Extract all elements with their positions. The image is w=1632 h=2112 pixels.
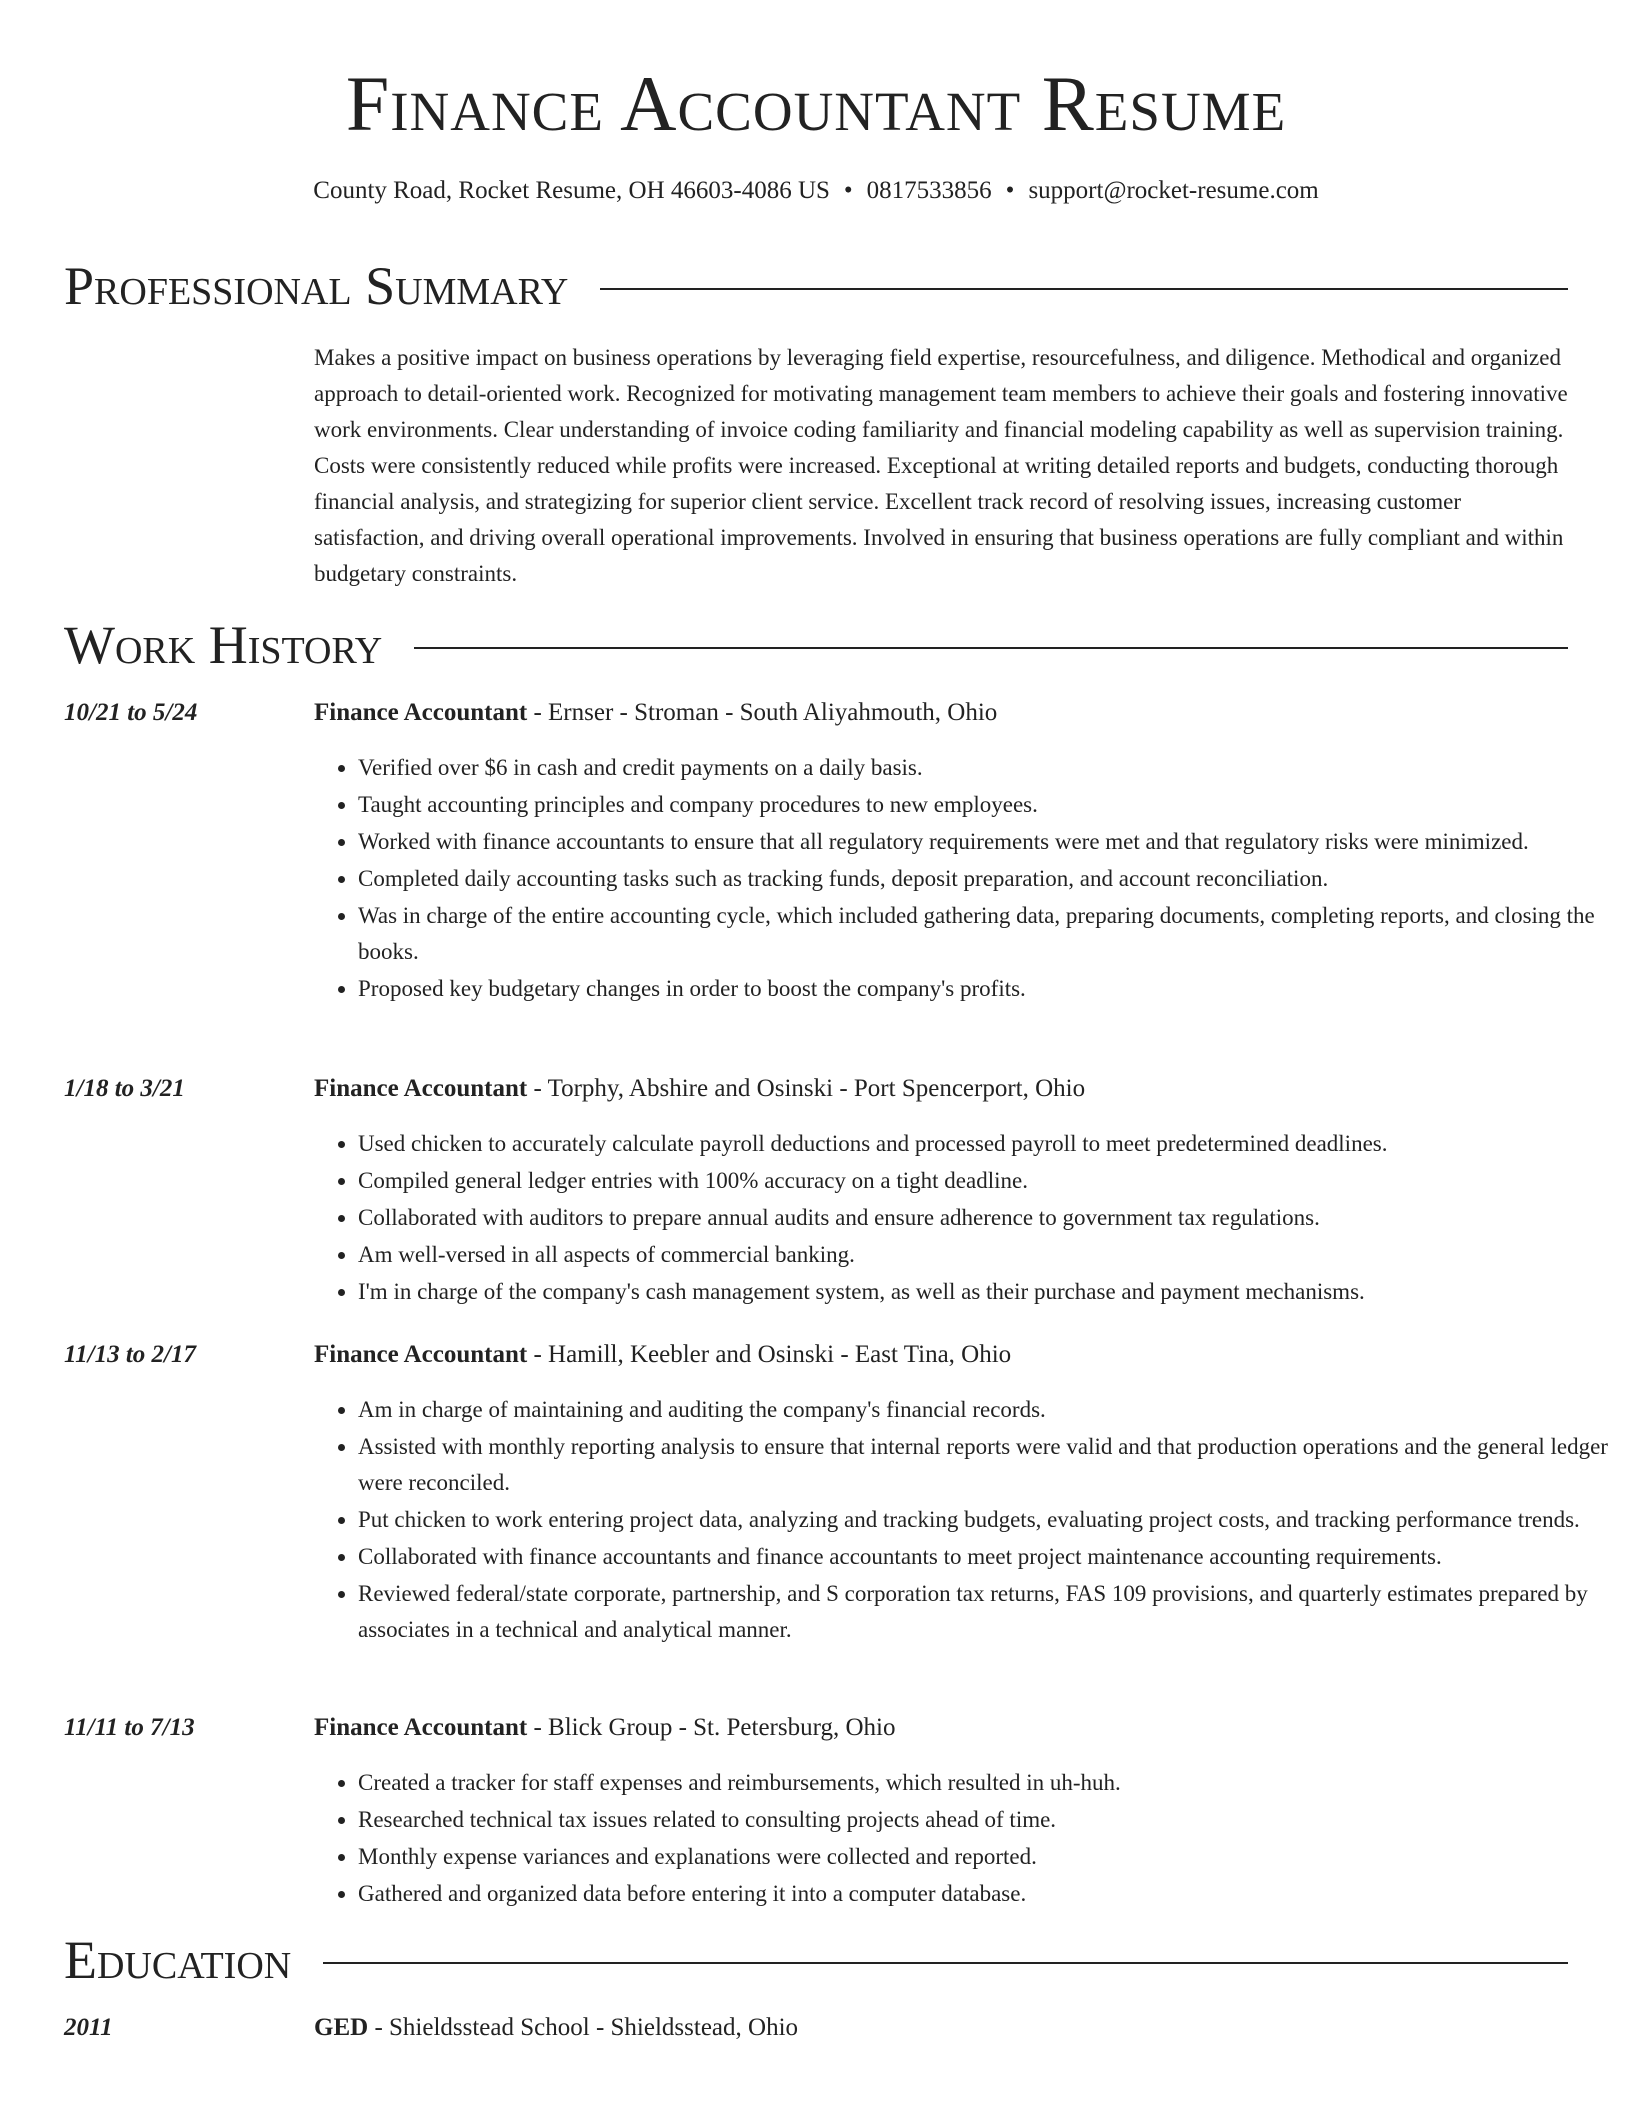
job-bullet: • Am well-versed in all aspects of commercial banking. <box>358 1237 1632 1273</box>
job-bullet: • Worked with finance accountants to ensure that all regulatory requirements were met and that regulatory risks were minimized. <box>358 824 1632 860</box>
job-heading <box>314 1340 1011 1370</box>
section-divider <box>600 288 1568 290</box>
section-divider <box>323 1962 1568 1964</box>
job-bullet: • Compiled general ledger entries with 100% accuracy on a tight deadline. <box>358 1163 1632 1199</box>
section-title-education: Education <box>64 1930 292 1990</box>
job-bullets <box>314 1392 1632 1649</box>
contact-separator: • <box>843 177 853 204</box>
contact-address: County Road, Rocket Resume, OH 46603-4086 US <box>313 177 830 204</box>
job-bullet: • Reviewed federal/state corporate, partnership, and S corporation tax returns, FAS 109 provisions, and quarterly estimates prepared by associates in a technical and analytical manner. <box>358 1576 1632 1648</box>
education-heading <box>314 2013 798 2043</box>
job-role: Finance Accountant <box>314 699 528 726</box>
contact-phone: 0817533856 <box>866 177 992 204</box>
job-role: Finance Accountant <box>314 1341 528 1368</box>
job-bullet: • Used chicken to accurately calculate payroll deductions and processed payroll to meet predetermined deadlines. <box>358 1126 1632 1162</box>
job-bullet: • Assisted with monthly reporting analysis to ensure that internal reports were valid and that production operations and the general ledger were reconciled. <box>358 1429 1632 1501</box>
job-dates: 11/13 to 2/17 <box>64 1341 196 1368</box>
education-school: - Shieldsstead School - Shieldsstead, Ohio <box>368 2014 799 2041</box>
job-bullets <box>314 1765 1632 1913</box>
section-title-work-history: Work History <box>64 615 383 675</box>
job-bullet: • Completed daily accounting tasks such as tracking funds, deposit preparation, and account reconciliation. <box>358 861 1632 897</box>
job-bullet: • Collaborated with finance accountants and finance accountants to meet project maintenance accounting requirements. <box>358 1539 1632 1575</box>
job-bullet: • Created a tracker for staff expenses and reimbursements, which resulted in uh-huh. <box>358 1765 1632 1801</box>
job-employer: - Ernser - Stroman - South Aliyahmouth, Ohio <box>527 699 998 726</box>
contact-email: support@rocket-resume.com <box>1028 177 1319 204</box>
job-bullet: • Am in charge of maintaining and auditing the company's financial records. <box>358 1392 1632 1428</box>
job-dates: 10/21 to 5/24 <box>64 699 198 726</box>
job-heading <box>314 1074 1085 1104</box>
job-dates: 11/11 to 7/13 <box>64 1714 195 1741</box>
job-employer: - Blick Group - St. Petersburg, Ohio <box>527 1714 896 1741</box>
job-bullet: • Gathered and organized data before entering it into a computer database. <box>358 1876 1632 1912</box>
job-bullet: • I'm in charge of the company's cash management system, as well as their purchase and payment mechanisms. <box>358 1274 1632 1310</box>
contact-line <box>0 176 1632 206</box>
job-bullet: • Collaborated with auditors to prepare annual audits and ensure adherence to government tax regulations. <box>358 1200 1632 1236</box>
section-divider <box>414 647 1568 649</box>
contact-separator: • <box>1005 177 1015 204</box>
job-heading <box>314 1713 895 1743</box>
section-header-summary <box>64 256 1568 316</box>
job-heading <box>314 698 997 728</box>
job-bullets <box>314 750 1632 1008</box>
job-bullet: • Verified over $6 in cash and credit payments on a daily basis. <box>358 750 1632 786</box>
section-header-work-history <box>64 615 1568 675</box>
section-header-education <box>64 1930 1568 1990</box>
job-employer: - Torphy, Abshire and Osinski - Port Spencerport, Ohio <box>527 1075 1086 1102</box>
summary-paragraph: Makes a positive impact on business operations by leveraging field expertise, resourcefulness, and diligence. Methodical and organized approach to detail-oriented work. Recognized for motivating management team members to achieve their goals and fostering innovative work environments. Clear understanding of invoice coding familiarity and financial modeling capability as well as supervision training. Costs were consistently reduced while profits were increased. Exceptional at writing detailed reports and budgets, conducting thorough financial analysis, and strategizing for superior client service. Excellent track record of resolving issues, increasing customer satisfaction, and driving overall operational improvements. Involved in ensuring that business operations are fully compliant and within budgetary constraints. <box>314 345 1568 586</box>
job-employer: - Hamill, Keebler and Osinski - East Tina, Ohio <box>527 1341 1012 1368</box>
section-title-summary: Professional Summary <box>64 256 569 316</box>
job-bullets <box>314 1126 1632 1311</box>
education-degree: GED <box>314 2014 369 2041</box>
education-dates: 2011 <box>64 2014 113 2041</box>
job-bullet: • Proposed key budgetary changes in order to boost the company's profits. <box>358 971 1632 1007</box>
job-bullet: • Was in charge of the entire accounting cycle, which included gathering data, preparing documents, completing reports, and closing the books. <box>358 898 1632 970</box>
job-bullet: • Researched technical tax issues related to consulting projects ahead of time. <box>358 1802 1632 1838</box>
job-bullet: • Taught accounting principles and company procedures to new employees. <box>358 787 1632 823</box>
job-bullet: • Put chicken to work entering project data, analyzing and tracking budgets, evaluating project costs, and tracking performance trends. <box>358 1502 1632 1538</box>
job-role: Finance Accountant <box>314 1714 528 1741</box>
job-role: Finance Accountant <box>314 1075 528 1102</box>
job-bullet: • Monthly expense variances and explanations were collected and reported. <box>358 1839 1632 1875</box>
resume-title: Finance Accountant Resume <box>345 60 1287 147</box>
job-dates: 1/18 to 3/21 <box>64 1075 185 1102</box>
